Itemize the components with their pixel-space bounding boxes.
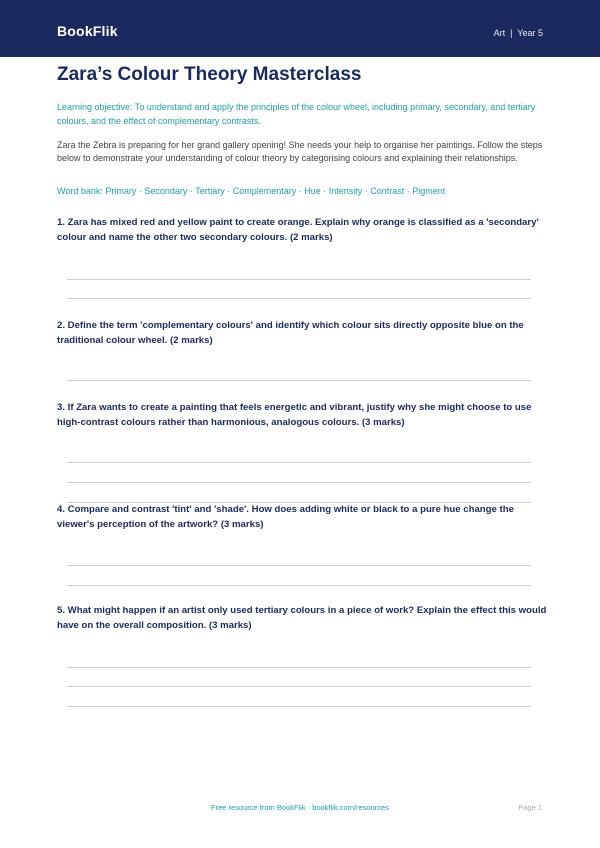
- question-4: 4. Compare and contrast 'tint' and 'shade'. How does adding white or black to a pure hue change the viewer's perception of the artwork? (3 marks): [57, 504, 514, 530]
- word-bank: Word bank: Primary · Secondary · Tertiary · Complementary · Hue · Intensity · Contrast · Pigment: [57, 186, 446, 196]
- worksheet-title: Zara’s Colour Theory Masterclass: [57, 64, 362, 85]
- page-header: [0, 0, 600, 57]
- answer-line[interactable]: [67, 380, 531, 381]
- answer-line[interactable]: [67, 298, 531, 299]
- subject-year-label: Art | Year 5: [493, 28, 543, 38]
- answer-line[interactable]: [67, 482, 531, 483]
- intro-paragraph: Zara the Zebra is preparing for her grand gallery opening! She needs your help to organise her paintings. Follow the steps below to demonstrate your understanding of colour theory by categorising colours and explaining their relationships.: [57, 140, 543, 163]
- brand-logo: BookFlik: [57, 23, 118, 39]
- footer-resource-link[interactable]: Free resource from BookFlik · bookflik.com/resources: [211, 803, 389, 812]
- page-number: Page 1: [518, 803, 542, 812]
- question-3: 3. If Zara wants to create a painting that feels energetic and vibrant, justify why she might choose to use high-contrast colours rather than harmonious, analogous colours. (3 marks): [57, 402, 532, 428]
- learning-objective: Learning objective: To understand and apply the principles of the colour wheel, including primary, secondary, and tertiary colours, and the effect of complementary contrasts.: [57, 102, 536, 126]
- answer-line[interactable]: [67, 565, 531, 566]
- question-2: 2. Define the term 'complementary colours' and identify which colour sits directly opposite blue on the traditional colour wheel. (2 marks): [57, 320, 524, 346]
- question-1: 1. Zara has mixed red and yellow paint to create orange. Explain why orange is classified as a 'secondary' colour and name the other two secondary colours. (2 marks): [57, 217, 539, 243]
- answer-line[interactable]: [67, 585, 531, 586]
- question-5: 5. What might happen if an artist only used tertiary colours in a piece of work? Explain the effect this would have on the overall composition. (3 marks): [57, 605, 547, 631]
- answer-line[interactable]: [67, 279, 531, 280]
- answer-line[interactable]: [67, 667, 531, 668]
- answer-line[interactable]: [67, 686, 531, 687]
- answer-line[interactable]: [67, 706, 531, 707]
- answer-line[interactable]: [67, 462, 531, 463]
